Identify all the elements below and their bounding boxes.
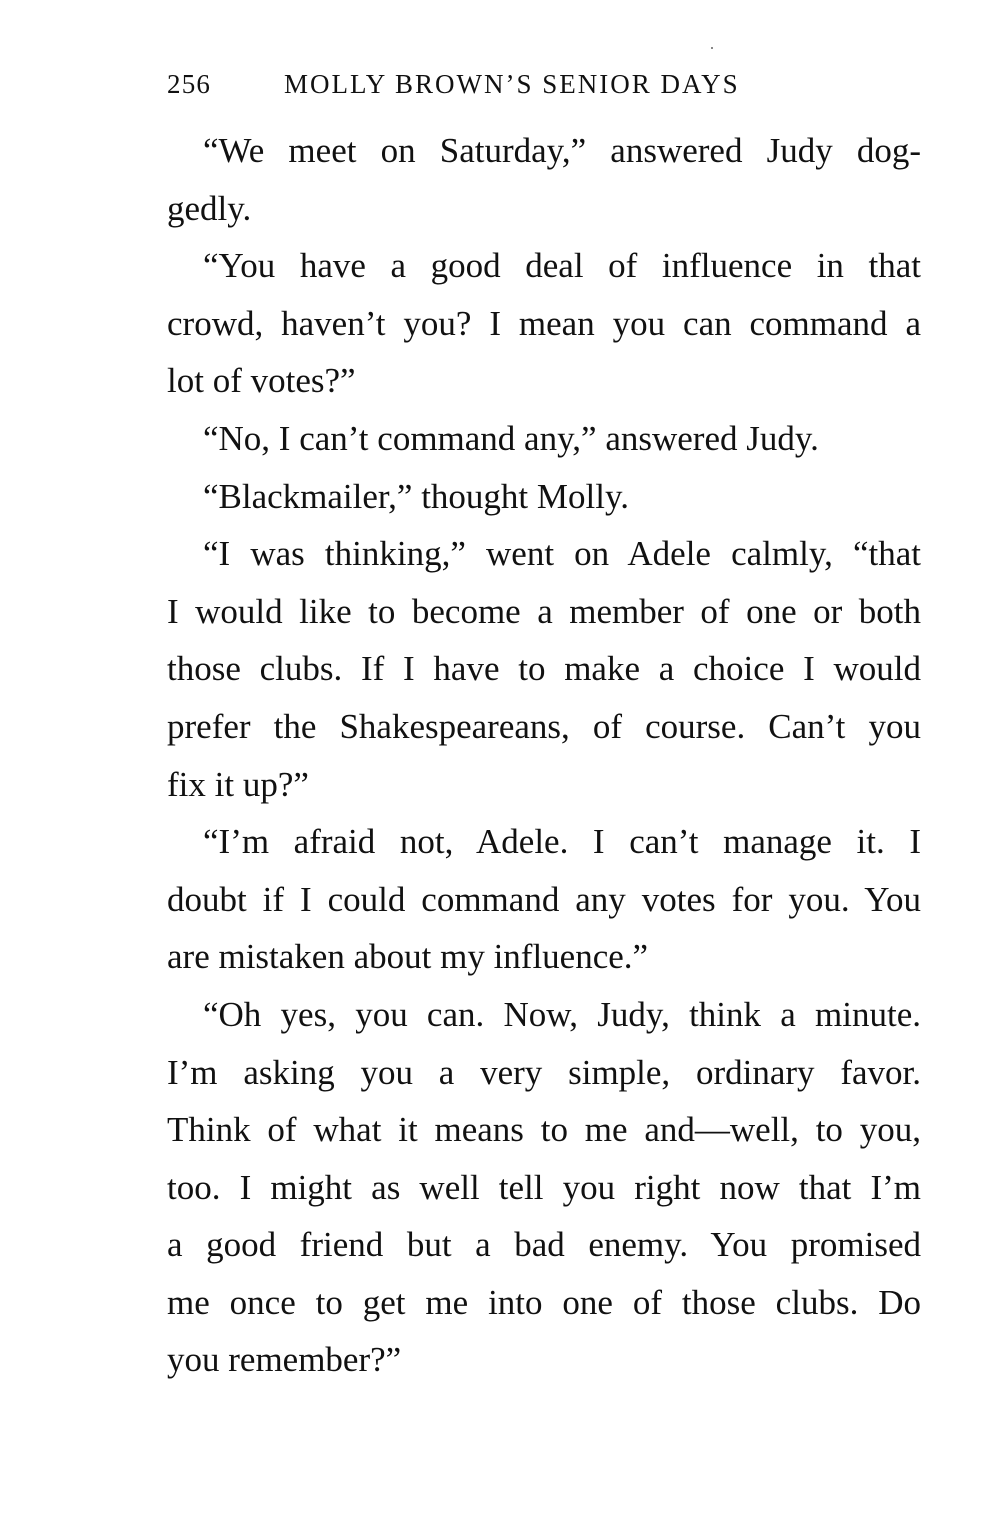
text-line: “I’m afraid not, Adele. I can’t manage it. I xyxy=(203,822,921,862)
running-head xyxy=(167,62,817,106)
text-line: are mistaken about my influence.” xyxy=(167,937,649,977)
text-line: gedly. xyxy=(167,188,252,228)
text-line: too. I might as well tell you right now that I’m xyxy=(167,1167,921,1207)
body-text xyxy=(167,122,921,1389)
text-line: “I was thinking,” went on Adele calmly, “that xyxy=(203,534,921,574)
text-line: “You have a good deal of influence in that xyxy=(203,246,921,286)
text-line: those clubs. If I have to make a choice I would xyxy=(167,649,921,689)
running-title: MOLLY BROWN’S SENIOR DAYS xyxy=(284,69,740,99)
page-number: 256 xyxy=(167,69,212,99)
text-line: “Oh yes, you can. Now, Judy, think a minute. xyxy=(203,994,921,1034)
text-line: “No, I can’t command any,” answered Judy. xyxy=(203,418,819,458)
text-line: me once to get me into one of those clubs. Do xyxy=(167,1282,921,1322)
text-line: crowd, haven’t you? I mean you can command a xyxy=(167,303,921,343)
text-line: Think of what it means to me and—well, to you, xyxy=(167,1110,921,1150)
text-line: prefer the Shakespeareans, of course. Can’t you xyxy=(167,706,921,746)
scan-speck xyxy=(711,47,713,49)
text-line: doubt if I could command any votes for you. You xyxy=(167,879,921,919)
text-line: “Blackmailer,” thought Molly. xyxy=(203,476,629,516)
text-line: you remember?” xyxy=(167,1340,402,1380)
text-line: lot of votes?” xyxy=(167,361,356,401)
text-line: I would like to become a member of one or both xyxy=(167,591,921,631)
text-line: a good friend but a bad enemy. You promised xyxy=(167,1225,921,1265)
text-line: “We meet on Saturday,” answered Judy dog- xyxy=(203,131,921,170)
text-line: fix it up?” xyxy=(167,764,309,804)
text-line: I’m asking you a very simple, ordinary favor. xyxy=(167,1052,921,1092)
